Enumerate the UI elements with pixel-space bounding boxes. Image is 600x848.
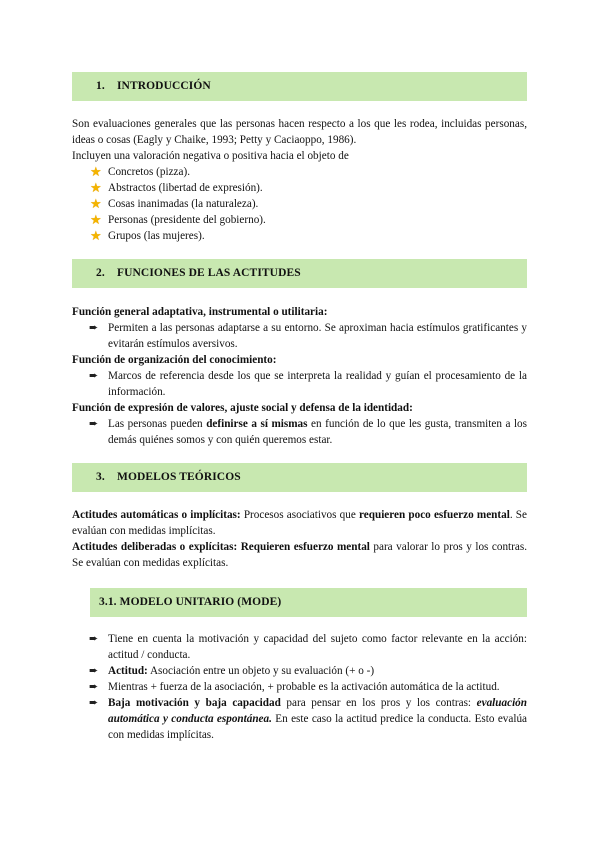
section-title: MODELOS TEÓRICOS: [116, 471, 241, 483]
arrow-icon: ➨: [89, 664, 99, 677]
section-number: 3.: [96, 471, 105, 483]
function-list: [72, 320, 527, 352]
list-item: ★ Concretos (pizza).: [90, 164, 191, 179]
arrow-icon: ➨: [89, 632, 99, 645]
modelos-block: [72, 507, 527, 571]
arrow-icon: ➨: [89, 321, 99, 334]
section-title: FUNCIONES DE LAS ACTITUDES: [116, 267, 301, 279]
mode-list: [72, 631, 527, 743]
section-title: INTRODUCCIÓN: [116, 80, 211, 92]
list-item: ➨ Las personas pueden definirse a sí mismas en función de lo que les gusta, transmiten a los demás quiénes somos y con quién queremos estar.: [89, 417, 528, 446]
arrow-icon: ➨: [89, 417, 99, 430]
arrow-icon: ➨: [89, 696, 99, 709]
funciones-block: [72, 304, 527, 448]
list-item: ➨ Tiene en cuenta la motivación y capacidad del sujeto como factor relevante en la acción: actitud / conducta.: [89, 632, 527, 661]
star-icon: ★: [90, 196, 102, 211]
section-heading-introduccion: [72, 72, 527, 101]
function-title: Función de organización del conocimiento:: [72, 354, 277, 366]
list-item: ➨ Baja motivación y baja capacidad para pensar en los pros y los contras: evaluación automática y conducta espontánea. En este caso la actitud predice la conducta. Esto evalúa con medidas implícitas.: [89, 696, 528, 741]
arrow-icon: ➨: [89, 369, 99, 382]
star-icon: ★: [90, 212, 102, 227]
star-icon: ★: [90, 164, 102, 179]
section-number: 2.: [96, 267, 105, 279]
function-list: [72, 416, 527, 448]
function-title: Función general adaptativa, instrumental o utilitaria:: [72, 306, 328, 318]
explicit-attitudes-paragraph: Actitudes deliberadas o explícitas: Requieren esfuerzo mental para valorar lo pros y los contras. Se evalúan con medidas explícitas.: [72, 541, 527, 569]
list-item: ★ Cosas inanimadas (la naturaleza).: [90, 196, 259, 211]
section-heading-funciones: [72, 259, 527, 288]
subsection-heading-mode: [90, 588, 527, 617]
mode-block: [72, 631, 527, 743]
section-heading-modelos: [72, 463, 527, 492]
list-item: ★ Grupos (las mujeres).: [90, 228, 205, 243]
star-icon: ★: [90, 228, 102, 243]
intro-paragraph: Son evaluaciones generales que las personas hacen respecto a los que les rodea, incluidas personas, ideas o cosas (Eagly y Chaike, 1993; Petty y Caciaoppo, 1986).: [72, 118, 527, 146]
list-item: ➨ Permiten a las personas adaptarse a su entorno. Se aproximan hacia estímulos gratificantes y evitarán estímulos aversivos.: [89, 321, 527, 350]
arrow-icon: ➨: [89, 680, 99, 693]
star-icon: ★: [90, 180, 102, 195]
function-title: Función de expresión de valores, ajuste social y defensa de la identidad:: [72, 402, 413, 414]
function-list: [72, 368, 527, 400]
object-list: [72, 164, 527, 244]
list-item: ➨ Marcos de referencia desde los que se interpreta la realidad y guían el procesamiento de la información.: [89, 369, 527, 398]
section-number: 1.: [96, 80, 105, 92]
implicit-attitudes-paragraph: Actitudes automáticas o implícitas: Procesos asociativos que requieren poco esfuerzo mental. Se evalúan con medidas implícitas.: [72, 509, 527, 537]
list-item: ★ Personas (presidente del gobierno).: [90, 212, 266, 227]
list-item: ➨ Actitud: Asociación entre un objeto y su evaluación (+ o -): [89, 664, 375, 677]
subsection-title: 3.1. MODELO UNITARIO (MODE): [99, 596, 282, 608]
list-item: ➨ Mientras + fuerza de la asociación, + probable es la activación automática de la actitud.: [89, 680, 500, 693]
list-item: ★ Abstractos (libertad de expresión).: [90, 180, 263, 195]
intro-block: [72, 116, 527, 244]
intro-paragraph-2: Incluyen una valoración negativa o positiva hacia el objeto de: [72, 150, 349, 162]
